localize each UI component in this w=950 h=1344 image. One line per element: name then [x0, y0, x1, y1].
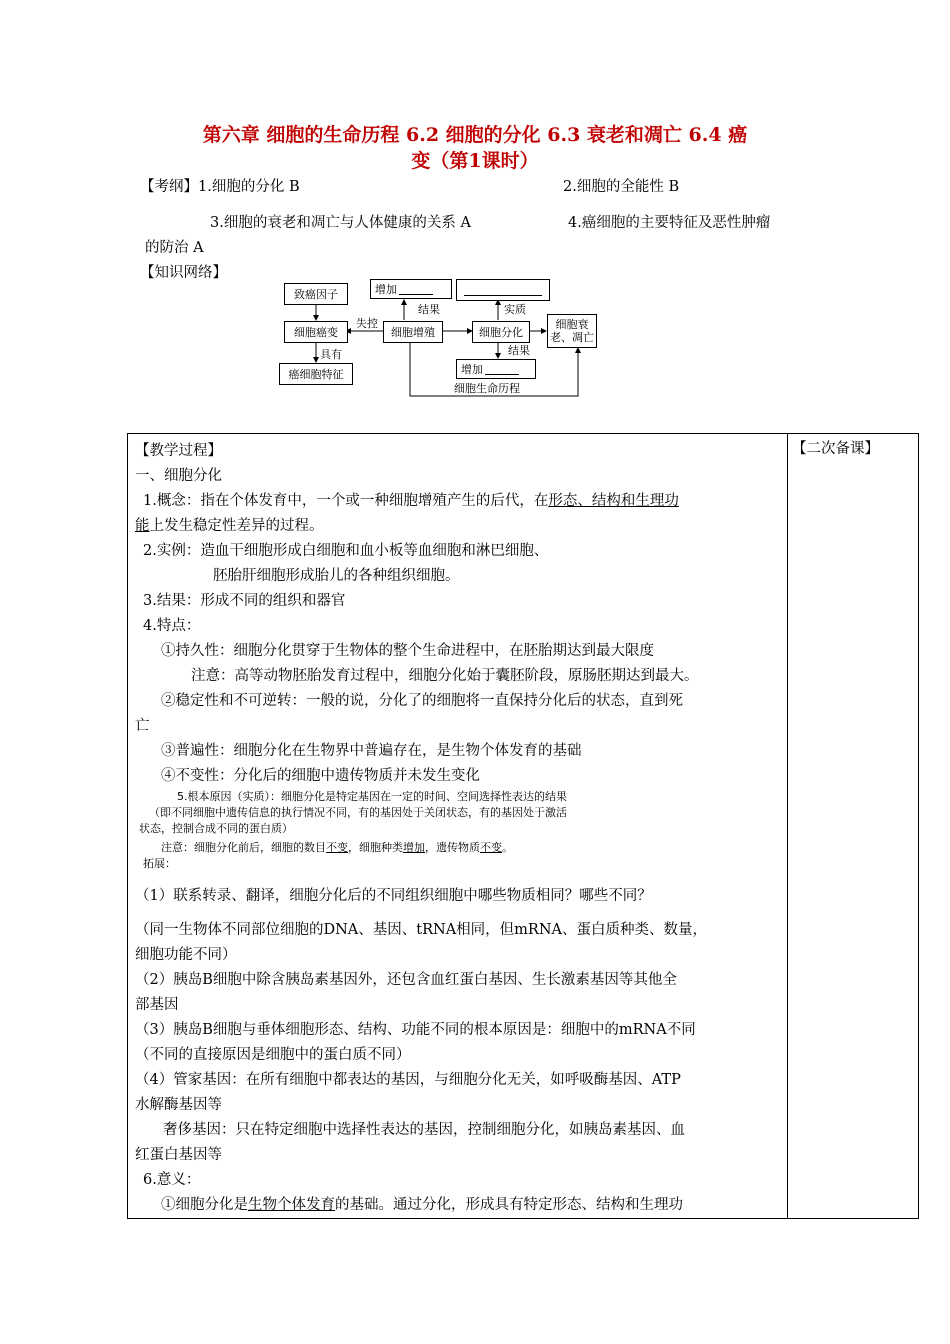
feature-4: ④不变性：分化后的细胞中遗传物质并未发生变化	[161, 768, 480, 784]
network-label: 【知识网络】	[140, 265, 227, 281]
meaning-1-underline: 生物个体发育	[248, 1197, 335, 1213]
feature-2: ②稳定性和不可逆转：一般的说，分化了的细胞将一直保持分化后的状态，直到死	[161, 693, 683, 709]
outline-item-3: 3.细胞的衰老和凋亡与人体健康的关系 A	[210, 215, 471, 231]
example-line-1: 2.实例：造血干细胞形成白细胞和血小板等血细胞和淋巴细胞、	[143, 543, 549, 559]
box-blank	[456, 279, 550, 301]
feature-2-cont: 亡	[135, 718, 150, 734]
note-line	[135, 840, 780, 856]
feature-3: ③普遍性：细胞分化在生物界中普遍存在，是生物个体发育的基础	[161, 743, 582, 759]
feature-1-note: 注意：高等动物胚胎发育过程中，细胞分化始于囊胚阶段，原肠胚期达到最大。	[191, 668, 699, 684]
note-u1: 不变	[326, 841, 348, 854]
label-lose-control: 失控	[356, 317, 378, 330]
box-canceration: 细胞癌变	[284, 321, 348, 343]
label-result-bottom: 结果	[508, 344, 530, 357]
question-1: （1）联系转录、翻译，细胞分化后的不同组织细胞中哪些物质相同？哪些不同？	[135, 888, 652, 904]
feature-1: ①持久性：细胞分化贯穿于生物体的整个生命进程中，在胚胎期达到最大限度	[161, 643, 654, 659]
concept-end: 上发生稳定性差异的过程。	[149, 518, 324, 534]
label-result-top: 结果	[418, 303, 440, 316]
outline-item-4-cont: 的防治 A	[145, 240, 204, 256]
question-2-line-1: （2）胰岛B细胞中除含胰岛素基因外，还包含血红蛋白基因、生长激素基因等其他全	[135, 972, 677, 988]
meaning-1-end: 的基础。通过分化，形成具有特定形态、结构和生理功	[335, 1197, 683, 1213]
concept-text: 1.概念：指在个体发育中，一个或一种细胞增殖产生的后代，在	[143, 493, 549, 509]
outline-row-1	[140, 177, 300, 197]
section-title: 一、细胞分化	[135, 468, 222, 484]
concept-line-1	[135, 489, 780, 514]
label-essence: 实质	[504, 303, 526, 316]
box-aging-apoptosis	[547, 314, 597, 348]
teaching-process-content	[135, 439, 780, 1218]
box-increase-bottom	[456, 359, 536, 379]
note-mid: ，细胞种类	[348, 841, 403, 854]
root-cause-3: 状态，控制合成不同的蛋白质）	[139, 822, 293, 835]
knowledge-network-diagram	[276, 276, 606, 400]
box-differentiation: 细胞分化	[472, 321, 530, 343]
result-line: 3.结果：形成不同的组织和器官	[143, 593, 346, 609]
title-line-2: 变（第1课时）	[411, 150, 539, 172]
teaching-table	[127, 433, 919, 1219]
column-divider	[787, 434, 788, 1218]
teaching-header: 【教学过程】	[135, 443, 222, 459]
example-line-2: 胚胎肝细胞形成胎儿的各种组织细胞。	[213, 568, 460, 584]
meaning-1	[135, 1193, 780, 1218]
question-3-line-2: （不同的直接原因是细胞中的蛋白质不同）	[135, 1047, 411, 1063]
question-4-line-1: （4）管家基因：在所有细胞中都表达的基因，与细胞分化无关，如呼吸酶基因、ATP	[135, 1072, 681, 1088]
outline-item-2: 2.细胞的全能性 B	[563, 179, 680, 195]
luxury-gene-line-1: 奢侈基因：只在特定细胞中选择性表达的基因，控制细胞分化，如胰岛素基因、血	[163, 1122, 685, 1138]
root-cause-2: （即不同细胞中遗传信息的执行情况不同，有的基因处于关闭状态，有的基因处于激活	[149, 806, 567, 819]
concept-line-2	[135, 514, 780, 539]
root-cause-1: 5.根本原因（实质）：细胞分化是特定基因在一定的时间、空间选择性表达的结果	[177, 790, 567, 803]
box-blank-text	[464, 285, 542, 296]
box-proliferation: 细胞增殖	[383, 321, 443, 343]
outline-label: 【考纲】	[140, 179, 198, 195]
label-life-history: 细胞生命历程	[454, 382, 520, 395]
question-2-line-2: 部基因	[135, 997, 179, 1013]
box-increase-bottom-text: 增加	[461, 362, 483, 376]
side-column-header: 【二次备课】	[792, 441, 879, 457]
concept-underline-1: 形态、结构和生理功	[548, 493, 679, 509]
page-title	[140, 122, 810, 174]
answer-1-line-2: 细胞功能不同）	[135, 947, 237, 963]
box-aging-l2: 老、凋亡	[550, 331, 594, 344]
concept-underline-2: 能	[135, 518, 150, 534]
label-have: 具有	[320, 348, 342, 361]
box-increase-top-text: 增加	[375, 282, 397, 296]
note-u3: 不变	[480, 841, 502, 854]
expand-label: 拓展：	[143, 857, 176, 870]
note-text: 注意：细胞分化前后，细胞的数目	[161, 841, 326, 854]
answer-1-line-1: （同一生物体不同部位细胞的DNA、基因、tRNA相同，但mRNA、蛋白质种类、数量，	[135, 922, 708, 938]
box-cancer-traits: 癌细胞特征	[279, 363, 353, 385]
outline-item-1: 1.细胞的分化 B	[198, 179, 300, 195]
meaning-line: 6.意义：	[143, 1172, 201, 1188]
box-increase-top	[370, 279, 452, 299]
features-line: 4.特点：	[143, 618, 201, 634]
note-u2: 增加	[403, 841, 425, 854]
note-end: 。	[502, 841, 513, 854]
box-aging-l1: 细胞衰	[555, 318, 589, 331]
box-carcinogen: 致癌因子	[284, 283, 348, 305]
meaning-1-text: ①细胞分化是	[161, 1197, 248, 1213]
question-3-line-1: （3）胰岛B细胞与垂体细胞形态、结构、功能不同的根本原因是：细胞中的mRNA不同	[135, 1022, 696, 1038]
question-4-line-2: 水解酶基因等	[135, 1097, 222, 1113]
note-mid2: ，遗传物质	[425, 841, 480, 854]
title-line-1: 第六章 细胞的生命历程 6.2 细胞的分化 6.3 衰老和凋亡 6.4 癌	[202, 124, 748, 146]
luxury-gene-line-2: 红蛋白基因等	[135, 1147, 222, 1163]
outline-item-4: 4.癌细胞的主要特征及恶性肿瘤	[568, 215, 771, 231]
